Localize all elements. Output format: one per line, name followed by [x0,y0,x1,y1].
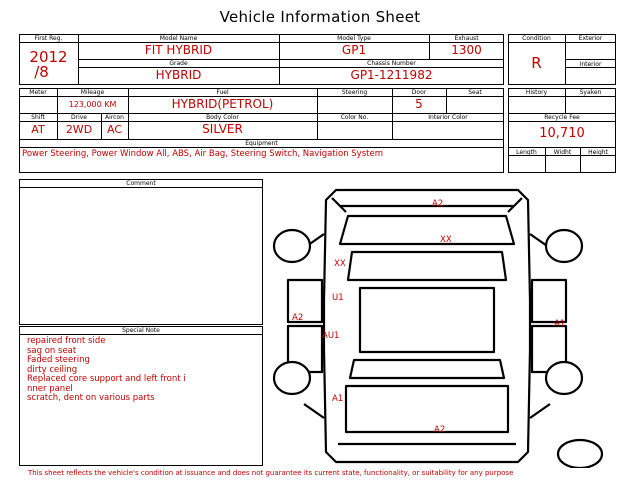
recycle-fee-value: 10,710 [539,126,585,141]
condition-label: Condition [522,35,551,42]
door-value: 5 [415,97,423,111]
list-item: sag on seat [27,345,77,356]
special-note-label: Special Note [122,327,160,334]
grade-value: HYBRID [155,68,202,82]
fuel-value: HYBRID(PETROL) [171,97,274,111]
page-title: Vehicle Information Sheet [219,8,421,26]
chassis-number-label: Chassis Number [367,60,416,67]
mileage-label: Mileage [80,89,105,96]
wheel-front-right [546,230,582,262]
drive-value: 2WD [65,123,93,136]
exhaust-label: Exhaust [454,35,479,42]
fuel-label: Fuel [216,89,229,96]
chassis-number-value: GP1-1211982 [350,68,433,82]
damage-mark-left-door-rear: AU1 [322,331,340,341]
list-item: Faded steering [27,355,90,365]
length-label: Length [516,149,537,156]
syaken-label: Syaken [579,89,602,96]
list-item: scratch, dent on various parts [27,393,155,403]
meter-label: Meter [29,89,47,96]
condition-value: R [531,54,542,72]
comment-label: Comment [126,180,156,187]
seat-label: Seat [468,89,482,96]
model-name-value: FIT HYBRID [144,43,213,57]
damage-mark-left-rear: A1 [332,394,344,404]
exterior-label: Exterior [578,35,603,42]
shift-label: Shift [31,114,45,121]
equipment-value: Power Steering, Power Window All, ABS, Air Bag, Steering Switch, Navigation System [22,149,383,159]
drive-label: Drive [71,114,87,121]
first-reg-month: /8 [34,63,49,81]
right-door-front [532,280,566,322]
damage-mark-hood: XX [440,235,452,245]
list-item: nner panel [27,383,73,394]
model-name-label: Model Name [159,35,198,42]
color-no-label: Color No. [340,114,369,121]
spare-wheel [558,440,602,468]
aircon-label: Aircon [105,114,124,121]
width-label: Widht [553,149,572,156]
wheel-rear-right [546,362,582,394]
aircon-value: AC [106,123,122,136]
steering-label: Steering [341,89,368,96]
first-reg-year: 2012 [29,48,68,66]
damage-mark-right-side: A1 [554,319,566,329]
rear-hatch [346,386,508,432]
car-diagram [268,182,620,468]
damage-mark-left-side: A2 [292,313,304,323]
interior-color-label: Interior Color [428,114,468,121]
equipment-label: Equipment [245,140,278,147]
damage-mark-rear-bottom: A2 [434,425,446,435]
history-label: History [525,89,548,96]
door-label: Door [411,89,427,96]
wheel-front-left [274,230,310,262]
roof-outline [360,288,494,352]
footer-disclaimer: This sheet reflects the vehicle's condition at issuance and does not guarantee its current state, functionality, or suitability for any purpose [28,469,514,477]
list-item: repaired front side [27,336,106,346]
damage-mark-front-top: A2 [432,199,444,209]
hood-outline [340,216,514,244]
damage-mark-left-door-front: U1 [332,293,344,303]
rear-window [350,360,504,378]
damage-mark-left-front: XX [334,259,346,269]
special-note-list [27,337,186,404]
model-type-value: GP1 [341,43,367,57]
front-bumper [332,198,522,212]
first-reg-label: First Reg. [34,35,63,42]
grade-label: Grade [169,60,188,67]
exhaust-value: 1300 [451,43,482,57]
model-type-label: Model Type [337,35,371,42]
comment-box [19,179,263,325]
interior-label: Interior [579,61,602,68]
car-body-outline [324,190,530,462]
mileage-value: 123,000 KM [68,100,117,109]
recycle-fee-label: Recycle Fee [544,114,580,121]
list-item: Replaced core support and left front i [27,374,186,384]
list-item: dirty ceiling [27,364,78,375]
body-color-label: Body Color [206,114,239,121]
windshield [348,252,506,280]
body-color-value: SILVER [202,122,243,136]
shift-value: AT [31,123,45,136]
wheel-rear-left [274,362,310,394]
height-label: Height [588,149,608,156]
